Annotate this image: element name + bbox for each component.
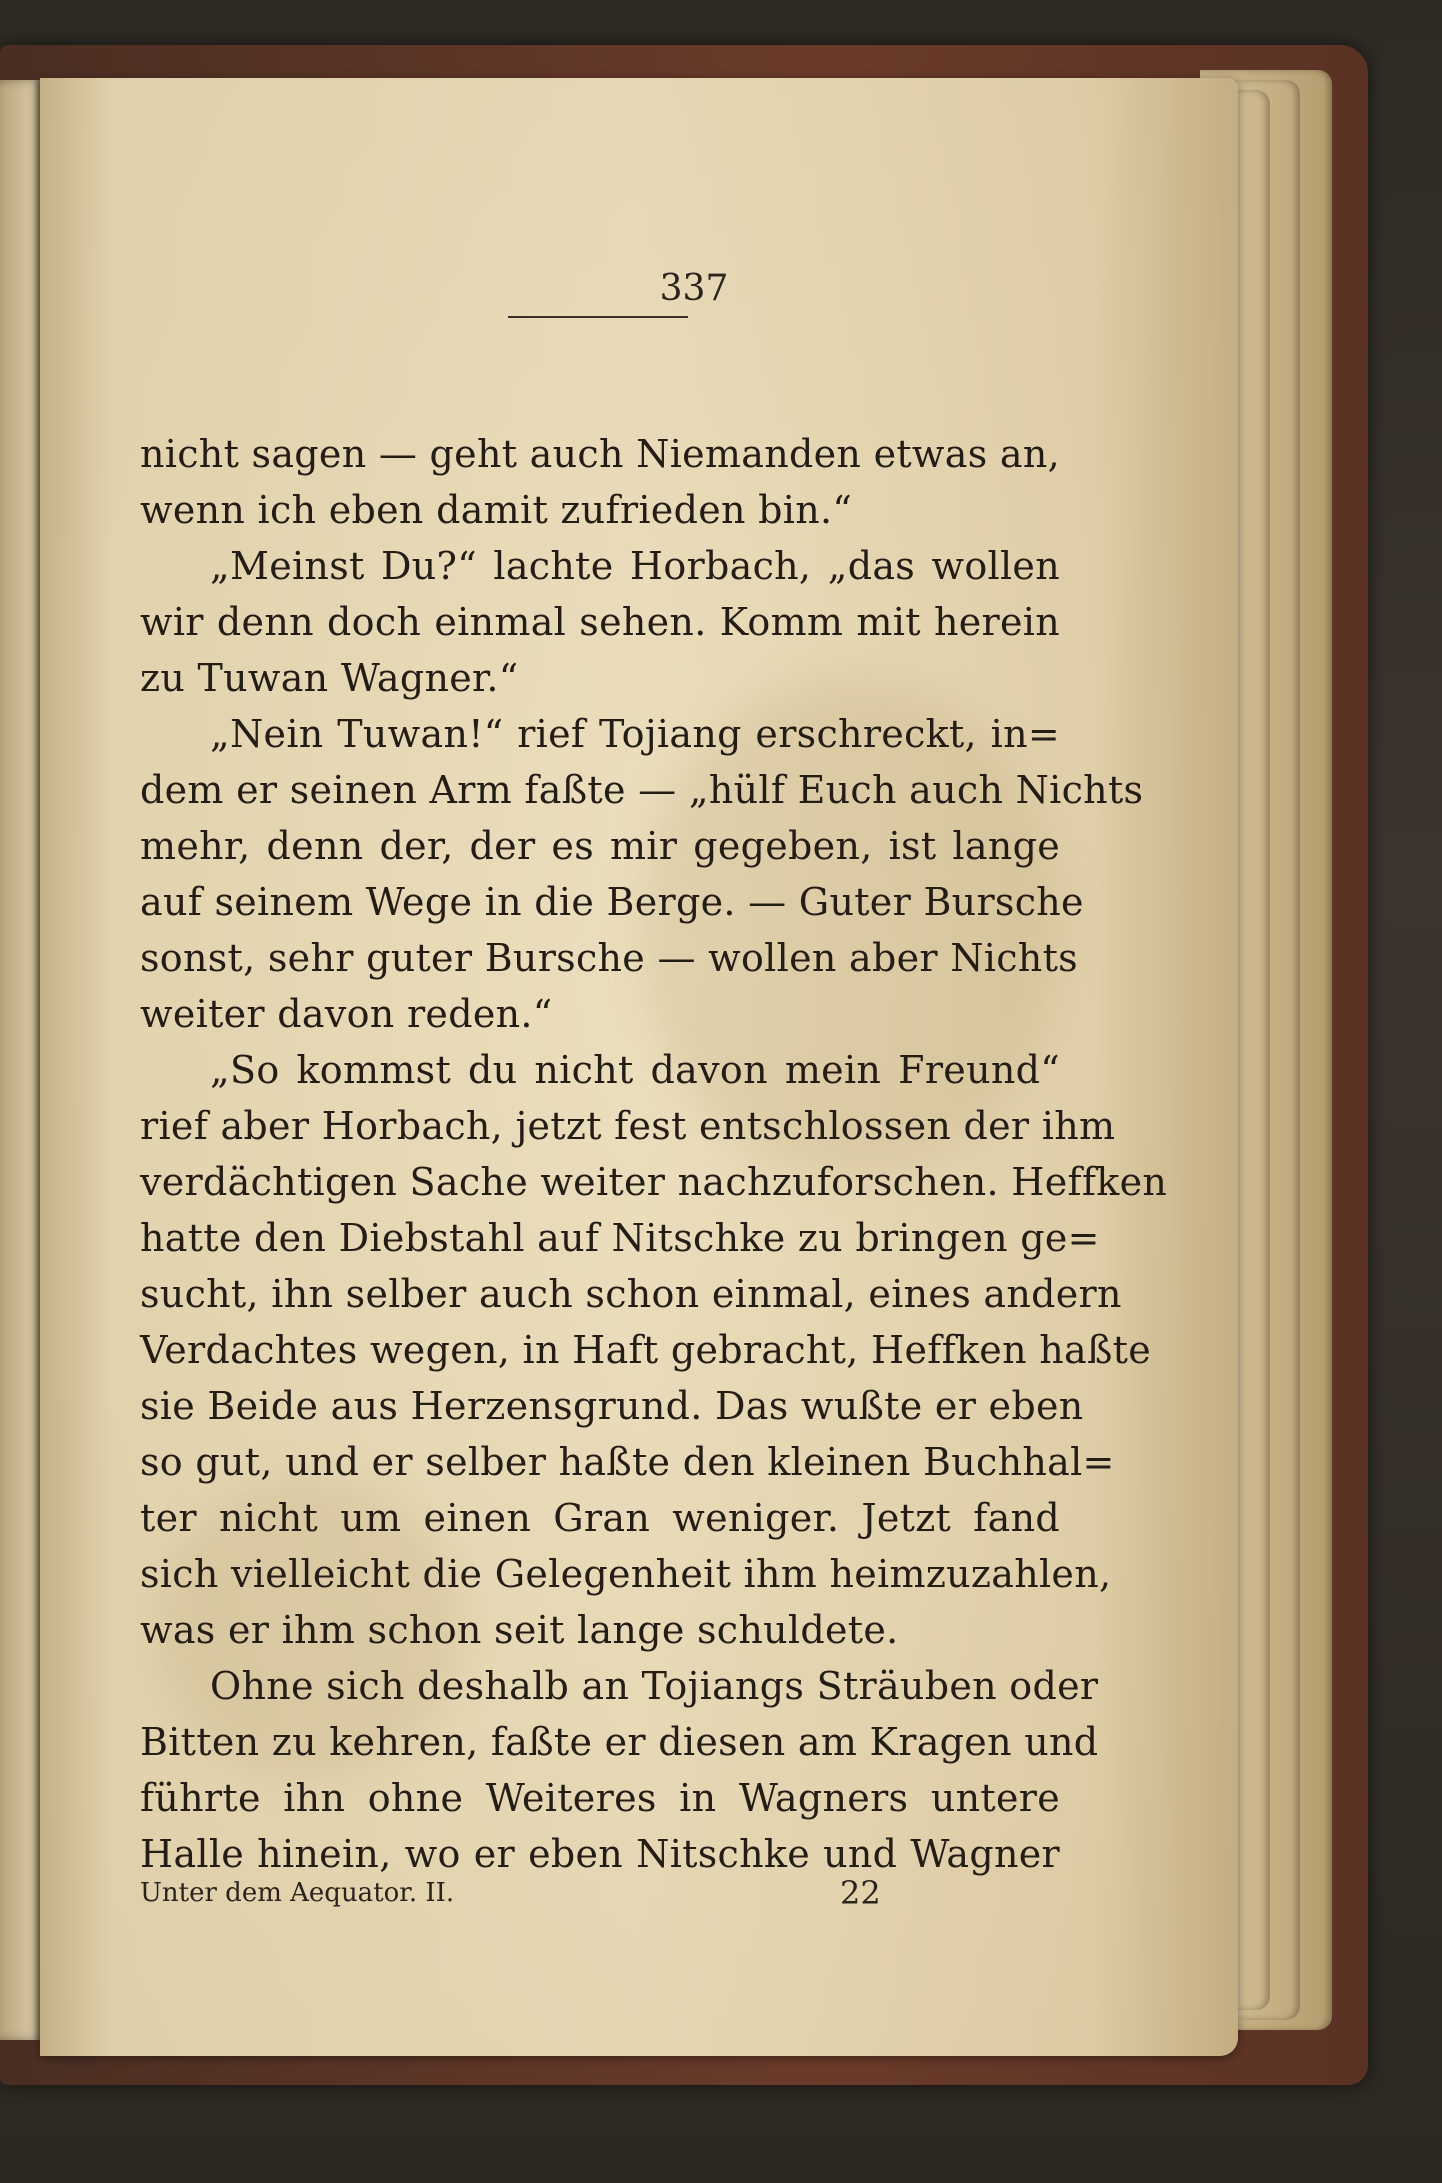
- body-text: [140, 426, 1168, 1882]
- text-line: führte ihn ohne Weiteres in Wagners untere: [140, 1776, 1060, 1820]
- page-number: 337: [659, 268, 729, 309]
- text-line: wir denn doch einmal sehen. Komm mit herein: [140, 600, 1060, 644]
- text-line: Bitten zu kehren, faßte er diesen am Kragen und: [140, 1720, 1099, 1764]
- text-line: so gut, und er selber haßte den kleinen Buchhal=: [140, 1440, 1115, 1484]
- text-line: „So kommst du nicht davon mein Freund“: [210, 1048, 1060, 1092]
- text-line: weiter davon reden.“: [140, 992, 553, 1036]
- text-line: Ohne sich deshalb an Tojiangs Sträuben oder: [210, 1664, 1099, 1708]
- text-line: sucht, ihn selber auch schon einmal, eines andern: [140, 1272, 1122, 1316]
- text-line: hatte den Diebstahl auf Nitschke zu bringen ge=: [140, 1216, 1100, 1260]
- text-line: verdächtigen Sache weiter nachzuforschen. Heffken: [140, 1160, 1168, 1204]
- book-page: [40, 78, 1238, 2056]
- text-line: Verdachtes wegen, in Haft gebracht, Heffken haßte: [140, 1328, 1151, 1372]
- running-footer-title: Unter dem Aequator. II.: [140, 1878, 455, 1908]
- text-line: sie Beide aus Herzensgrund. Das wußte er eben: [140, 1384, 1084, 1428]
- text-line: dem er seinen Arm faßte — „hülf Euch auch Nichts: [140, 768, 1144, 812]
- text-line: zu Tuwan Wagner.“: [140, 656, 519, 700]
- signature-mark: 22: [840, 1874, 881, 1912]
- text-line: Halle hinein, wo er eben Nitschke und Wagner: [140, 1832, 1060, 1876]
- left-page-sliver: [0, 80, 42, 2040]
- text-line: was er ihm schon seit lange schuldete.: [140, 1608, 899, 1652]
- text-line: ter nicht um einen Gran weniger. Jetzt fand: [140, 1496, 1060, 1540]
- text-line: mehr, denn der, der es mir gegeben, ist lange: [140, 824, 1060, 868]
- text-line: „Meinst Du?“ lachte Horbach, „das wollen: [210, 544, 1060, 588]
- text-line: rief aber Horbach, jetzt fest entschlossen der ihm: [140, 1104, 1116, 1148]
- text-line: nicht sagen — geht auch Niemanden etwas an,: [140, 432, 1060, 476]
- text-line: auf seinem Wege in die Berge. — Guter Bursche: [140, 880, 1084, 924]
- text-line: sich vielleicht die Gelegenheit ihm heimzuzahlen,: [140, 1552, 1112, 1596]
- text-line: sonst, sehr guter Bursche — wollen aber Nichts: [140, 936, 1078, 980]
- text-line: wenn ich eben damit zufrieden bin.“: [140, 488, 853, 532]
- text-line: „Nein Tuwan!“ rief Tojiang erschreckt, in=: [210, 712, 1060, 756]
- header-rule: [508, 316, 688, 318]
